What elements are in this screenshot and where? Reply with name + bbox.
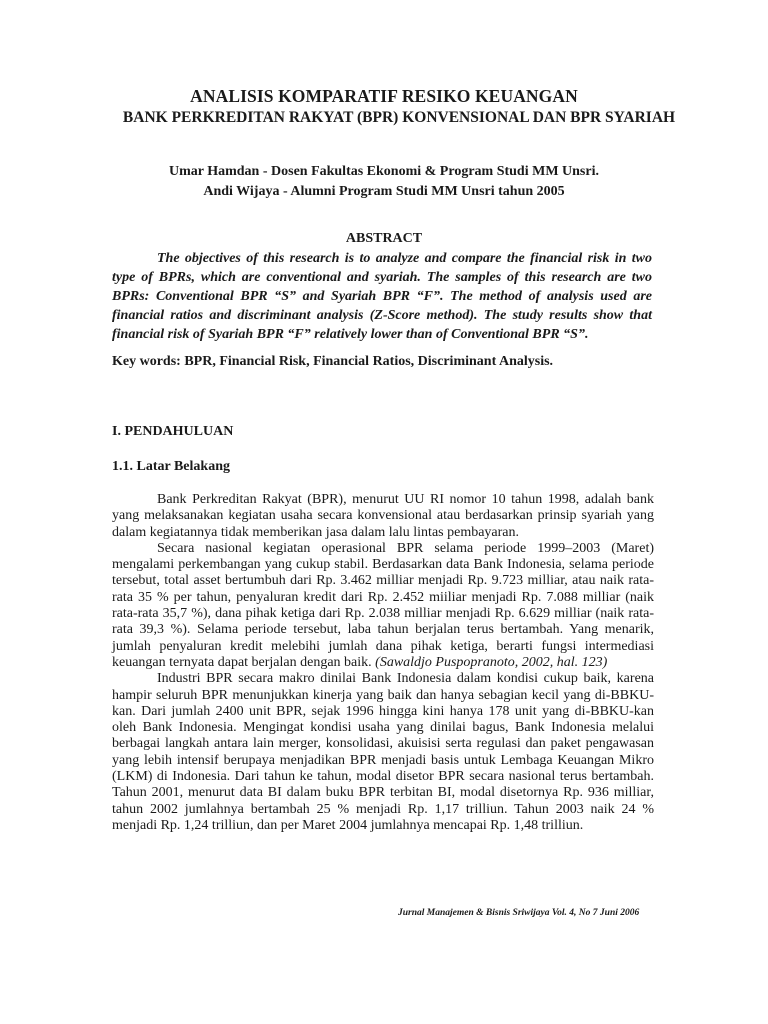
paragraph: Bank Perkreditan Rakyat (BPR), menurut UU RI nomor 10 tahun 1998, adalah bank yang melaksanakan kegiatan usaha secara konvensional atau berdasarkan prinsip syariah yang dalam kegiatannya tidak memberikan jasa dalam lalu lintas pembayaran. — [112, 492, 654, 540]
paper-subtitle: BANK PERKREDITAN RAKYAT (BPR) KONVENSIONAL DAN BPR SYARIAH — [122, 109, 676, 126]
section-heading: I. PENDAHULUAN — [112, 424, 234, 439]
paragraph — [112, 541, 654, 671]
author-line: Umar Hamdan - Dosen Fakultas Ekonomi & Program Studi MM Unsri. — [168, 164, 599, 179]
keywords: Key words: BPR, Financial Risk, Financial Ratios, Discriminant Analysis. — [112, 354, 554, 369]
author-block — [0, 162, 768, 202]
abstract-heading: ABSTRACT — [345, 231, 423, 246]
citation: (Sawaldjo Puspopranoto, 2002, hal. 123) — [375, 654, 608, 670]
body-text — [112, 492, 654, 834]
paragraph-text: Secara nasional kegiatan operasional BPR selama periode 1999–2003 (Maret) mengalami perkembangan yang cukup stabil. Berdasarkan data Bank Indonesia, selama periode tersebut, total asset bertumbuh dari Rp. 3.462 milliar menjadi Rp. 9.723 milliar, atau naik rata-rata 35 % per tahun, penyaluran kredit dari Rp. 2.452 miiliar menjadi Rp. 7.088 milliar (naik rata-rata 35,7 %), dana pihak ketiga dari Rp. 2.038 milliar menjadi Rp. 6.629 milliar (naik rata-rata 39,3 %). Selama periode tersebut, laba tahun berjalan terus bertambah. Yang menarik, jumlah penyaluran kredit melebihi jumlah dana pihak ketiga, berarti fungsi intermediasi keuangan ternyata dapat berjalan dengan baik. — [112, 540, 654, 670]
author-line: Andi Wijaya - Alumni Program Studi MM Unsri tahun 2005 — [203, 184, 565, 199]
subsection-heading: 1.1. Latar Belakang — [112, 459, 230, 474]
paper-title: ANALISIS KOMPARATIF RESIKO KEUANGAN — [190, 86, 578, 106]
journal-footer: Jurnal Manajemen & Bisnis Sriwijaya Vol. 4, No 7 Juni 2006 — [398, 908, 640, 918]
paragraph: Industri BPR secara makro dinilai Bank Indonesia dalam kondisi cukup baik, karena hampir seluruh BPR menunjukkan kinerja yang baik dan hanya sebagian kecil yang di-BBKU-kan. Dari jumlah 2400 unit BPR, sejak 1996 hingga kini hanya 178 unit yang di-BBKU-kan oleh Bank Indonesia. Mengingat kondisi usaha yang dinilai bagus, Bank Indonesia melalui berbagai langkah antara lain merger, konsolidasi, akuisisi serta regulasi dan paket pengawasan yang lebih intensif berupaya menjadikan BPR menjadi basis untuk Lembaga Keuangan Mikro (LKM) di Indonesia. Dari tahun ke tahun, modal disetor BPR secara nasional terus bertambah. Tahun 2001, menurut data BI dalam buku BPR terbitan BI, modal disetornya Rp. 936 milliar, tahun 2002 jumlahnya bertambah 25 % menjadi Rp. 1,17 trilliun. Tahun 2003 naik 24 % menjadi Rp. 1,24 trilliun, dan per Maret 2004 jumlahnya mencapai Rp. 1,48 trilliun. — [112, 671, 654, 833]
abstract-text: The objectives of this research is to analyze and compare the financial risk in two type of BPRs, which are conventional and syariah. The samples of this research are two BPRs: Conventional BPR “S” and Syariah BPR “F”. The method of analysis used are financial ratios and discriminant analysis (Z-Score method). The study results show that financial risk of Syariah BPR “F” relatively lower than of Conventional BPR “S”. — [112, 251, 652, 342]
